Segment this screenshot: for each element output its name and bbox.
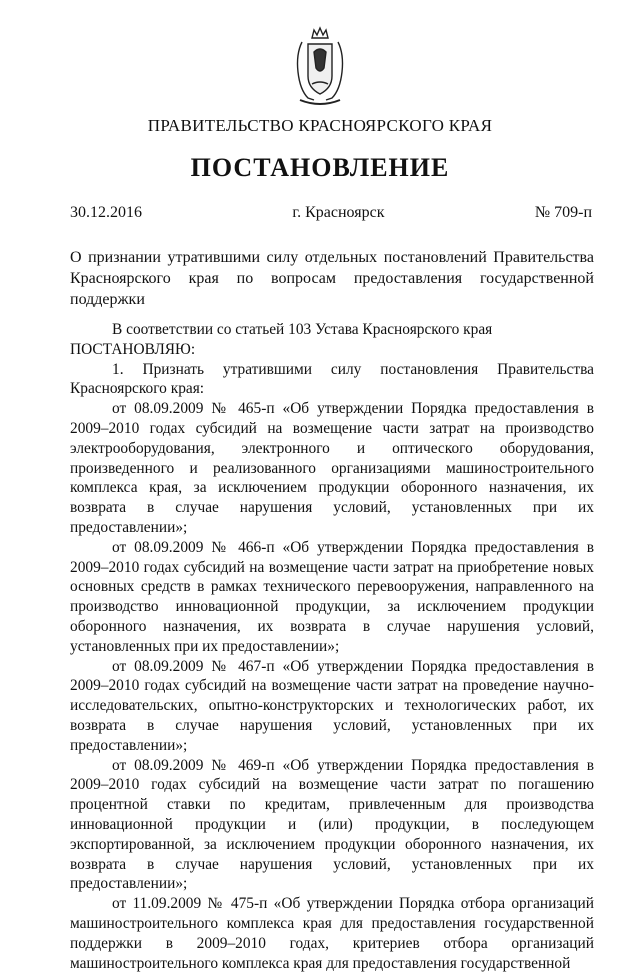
document-meta-row [70,204,592,222]
list-item: от 08.09.2009 № 469-п «Об утверждении Порядка предоставления в 2009–2010 годах субсидий на возмещение части затрат по погашению процентной ставки по кредитам, привлеченным для производства инновационной продукции и (или) продукции, в последующем экспортированной, за исключением продукции оборонного назначения, их возврата в случае нарушения условий, установленных при их предоставлении»; [70,756,594,893]
list-item: от 08.09.2009 № 465-п «Об утверждении Порядка предоставления в 2009–2010 годах субсидий на возмещение части затрат на производство электрооборудования, электронного и оптического оборудования, произведенного и реализованного организациями машиностроительного комплекса края, за исключением продукции оборонного назначения, их возврата в случае нарушения условий, установленных при их предоставлении»; [70,400,594,536]
coat-of-arms-icon [290,24,350,108]
document-subject: О признании утратившими силу отдельных постановлений Правительства Красноярского края по вопросам предоставления государственной поддержки [70,249,594,308]
list-item: от 08.09.2009 № 467-п «Об утверждении Порядка предоставления в 2009–2010 годах субсидий на возмещение части затрат на проведение научно-исследовательских, опытно-конструкторских и технологических работ, их возврата в случае нарушения условий, установленных при их предоставлении»; [70,657,594,754]
decree-word: ПОСТАНОВЛЯЮ: [70,340,196,358]
item-1-paragraph: 1. Признать утратившими силу постановления Правительства Красноярского края: [70,360,594,398]
document-date: 30.12.2016 [70,204,142,221]
document-number: № 709-п [534,204,592,221]
list-item: от 08.09.2009 № 466-п «Об утверждении Порядка предоставления в 2009–2010 годах субсидий на возмещение части затрат на приобретение новых основных средств в рамках технического перевооружения, направленного на производство инновационной продукции, за исключением продукции оборонного назначения, их возврата в случае нарушения условий, установленных при их предоставлении»; [70,538,594,655]
document-city: г. Красноярск [292,204,385,221]
intro-paragraph: В соответствии со статьей 103 Устава Красноярского края [112,321,493,338]
document-body [70,320,594,973]
document-title: ПОСТАНОВЛЕНИЕ [190,153,450,182]
list-item: от 11.09.2009 № 475-п «Об утверждении Порядка отбора организаций машиностроительного комплекса края для предоставления государственной поддержки в 2009–2010 годах, критериев отбора организаций машиностроительного комплекса края для предоставления государственной [70,895,594,972]
government-name: ПРАВИТЕЛЬСТВО КРАСНОЯРСКОГО КРАЯ [147,116,493,135]
